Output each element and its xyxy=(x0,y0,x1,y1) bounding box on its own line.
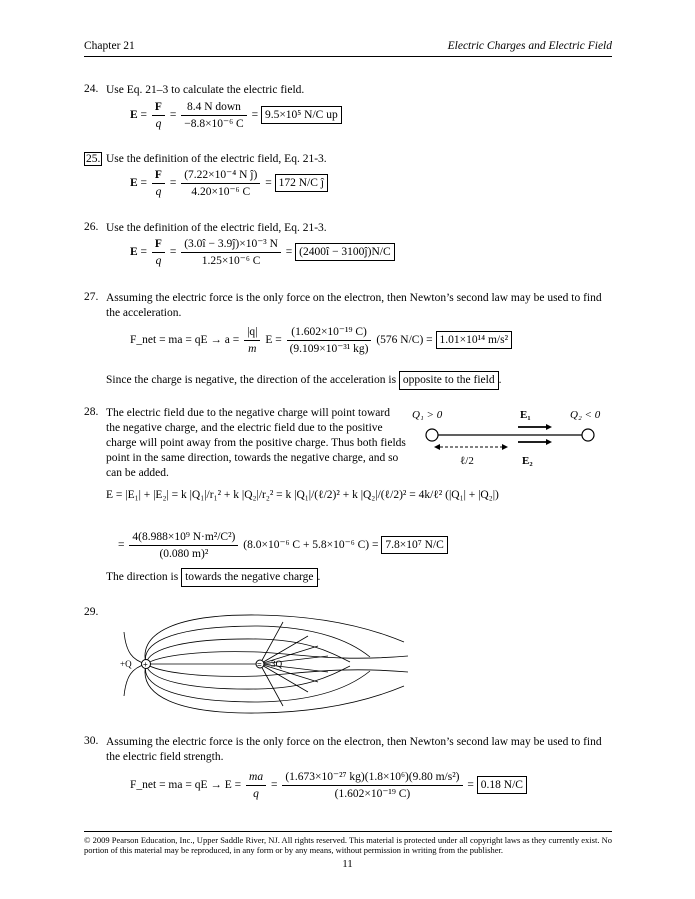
problem-28-line2-rest: (8.0×10⁻⁶ C + 5.8×10⁻⁶ C) = xyxy=(243,539,379,552)
problem-30-equation: F_net = ma = qE → E = $\frac{ma}{q}$ = $\frac{\text{(1.673×10⁻²⁷ kg)(1.8×10⁶)(9.80 m/s²)}}{\text{(1.602×10⁻¹⁹ C)}}$ = 0.18 N/C xyxy=(130,770,527,801)
problem-29-number: 29. xyxy=(84,606,99,618)
e1-label: E₁ xyxy=(520,409,531,421)
negative-charge xyxy=(582,429,594,441)
svg-text:=: = xyxy=(257,660,262,669)
problem-25-numerator: (7.22×10⁻⁴ N ĵ) xyxy=(181,168,260,184)
problem-30-number: 30. xyxy=(84,735,99,747)
problem-28-direction: towards the negative charge xyxy=(181,568,317,587)
chapter-label: Chapter 21 xyxy=(84,40,135,52)
problem-28-text: The electric field due to the negative charge will point toward the negative charge, and the electric field due to the positive charge will point away from the positive charge. Thus both fields point in the same direction, towards the negative charge, and so can be added. xyxy=(106,407,406,479)
positive-charge xyxy=(426,429,438,441)
problem-28-line2-den: (0.080 m)² xyxy=(159,548,209,560)
q1-label: Q₁ > 0 xyxy=(412,409,443,421)
problem-24-numerator: 8.4 N down xyxy=(181,100,246,116)
problem-27-number: 27. xyxy=(84,291,99,303)
problem-27-e: E = xyxy=(265,334,282,347)
plus-q-label: +Q xyxy=(120,659,132,669)
problem-27-text: Assuming the electric force is the only force on the electron, then Newton’s second law may be used to find the acceleration. xyxy=(106,292,602,319)
problem-24-text: Use Eq. 21–3 to calculate the electric field. xyxy=(106,84,305,96)
problem-28-direction-line: The direction is towards the negative charge . xyxy=(106,568,616,587)
problem-24-number: 24. xyxy=(84,83,99,95)
problem-25-answer: 172 N/C ĵ xyxy=(275,174,328,192)
header-rule xyxy=(84,56,612,57)
problem-28-answer: 7.8×10⁷ N/C xyxy=(381,536,447,554)
e2-label: E₂ xyxy=(522,455,533,467)
problem-28-number: 28. xyxy=(84,406,99,418)
problem-28-equation-1: E = |E₁| + |E₂| = k |Q₁|/r₁² + k |Q₂|/r₂² = k |Q₁|/(ℓ/2)² + k |Q₂|/(ℓ/2)² = 4k/ℓ² (|Q₁| + |Q₂|) xyxy=(106,489,499,501)
problem-27-direction: opposite to the field xyxy=(399,371,499,390)
page-number: 11 xyxy=(342,858,353,870)
copyright-notice: © 2009 Pearson Education, Inc., Upper Saddle River, NJ. All rights reserved. This material is protected under all copyright laws as they currently exist. No portion of this material may be reproduced, in any form or by any means, without permission in writing from the publisher. xyxy=(84,835,612,855)
problem-30-answer: 0.18 N/C xyxy=(477,776,527,794)
problem-28-equation-2: = $\frac{\text{4(8.988×10⁹ N·m²/C²)}}{\text{(0.080 m)²}}$ (8.0×10⁻⁶ C + 5.8×10⁻⁶ C) = 7.8×10⁷ N/C xyxy=(118,530,448,561)
problem-24-equation: E = $\frac{F}{q}$ = $\frac{\text{8.4 N down}}{\text{−8.8×10⁻⁶ C}}$ = 9.5×10⁵ N/C up xyxy=(130,100,342,131)
problem-28-line2-num: 4(8.988×10⁹ N·m²/C²) xyxy=(129,530,238,546)
problem-27-frac2-num: (1.602×10⁻¹⁹ C) xyxy=(287,325,372,341)
problem-30-eq-left: F_net = ma = qE → E = xyxy=(130,779,242,792)
problem-26-text: Use the definition of the electric field, Eq. 21-3. xyxy=(106,222,327,234)
footer-rule xyxy=(84,831,612,832)
problem-27-frac1-den: m xyxy=(248,343,257,355)
problem-30-frac1-den: q xyxy=(253,788,259,800)
minus-3q-label: −3Q xyxy=(266,659,283,669)
problem-25-text: Use the definition of the electric field, Eq. 21-3. xyxy=(106,153,327,165)
problem-24-answer: 9.5×10⁵ N/C up xyxy=(261,106,342,124)
problem-27-eq-left: F_net = ma = qE → a = xyxy=(130,334,240,347)
svg-text:+: + xyxy=(143,660,148,669)
problem-26-number: 26. xyxy=(84,221,99,233)
problem-26-answer: (2400î − 3100ĵ)N/C xyxy=(295,243,394,261)
problem-30-frac2-den: (1.602×10⁻¹⁹ C) xyxy=(334,788,411,800)
problem-26-numerator: (3.0î − 3.9ĵ)×10⁻³ N xyxy=(181,237,281,253)
chapter-title: Electric Charges and Electric Field xyxy=(447,40,612,52)
field-lines-diagram xyxy=(118,612,408,724)
problem-25-denominator: 4.20×10⁻⁶ C xyxy=(191,186,251,198)
problem-27-frac1-num: |q| xyxy=(244,325,260,341)
q2-label: Q₂ < 0 xyxy=(570,409,601,421)
problem-27-mult: (576 N/C) = xyxy=(376,334,433,347)
problem-27-frac2-den: (9.109×10⁻³¹ kg) xyxy=(289,343,369,355)
problem-30-frac1-num: ma xyxy=(246,770,266,786)
problem-30-text: Assuming the electric force is the only force on the electron, then Newton’s second law may be used to find the electric field strength. xyxy=(106,736,602,763)
problem-27-equation xyxy=(130,325,512,356)
problem-26-equation: E = $\frac{F}{q}$ = $\frac{\text{(3.0î − 3.9ĵ)×10⁻³ N}}{\text{1.25×10⁻⁶ C}}$ = (2400î − 3100ĵ)N/C xyxy=(130,237,395,268)
distance-label: ℓ/2 xyxy=(460,455,474,467)
problem-26-denominator: 1.25×10⁻⁶ C xyxy=(201,255,261,267)
problem-24-denominator: −8.8×10⁻⁶ C xyxy=(184,118,244,130)
problem-25-equation: E = $\frac{F}{q}$ = $\frac{\text{(7.22×10⁻⁴ N ĵ)}}{\text{4.20×10⁻⁶ C}}$ = 172 N/C ĵ xyxy=(130,168,328,199)
problem-25-number: 25. xyxy=(86,153,101,165)
problem-30-frac2-num: (1.673×10⁻²⁷ kg)(1.8×10⁶)(9.80 m/s²) xyxy=(282,770,462,786)
charges-diagram xyxy=(410,402,615,470)
problem-27-answer: 1.01×10¹⁴ m/s² xyxy=(436,331,513,349)
problem-27-conclusion: Since the charge is negative, the direction of the acceleration is opposite to the field . xyxy=(106,371,616,390)
